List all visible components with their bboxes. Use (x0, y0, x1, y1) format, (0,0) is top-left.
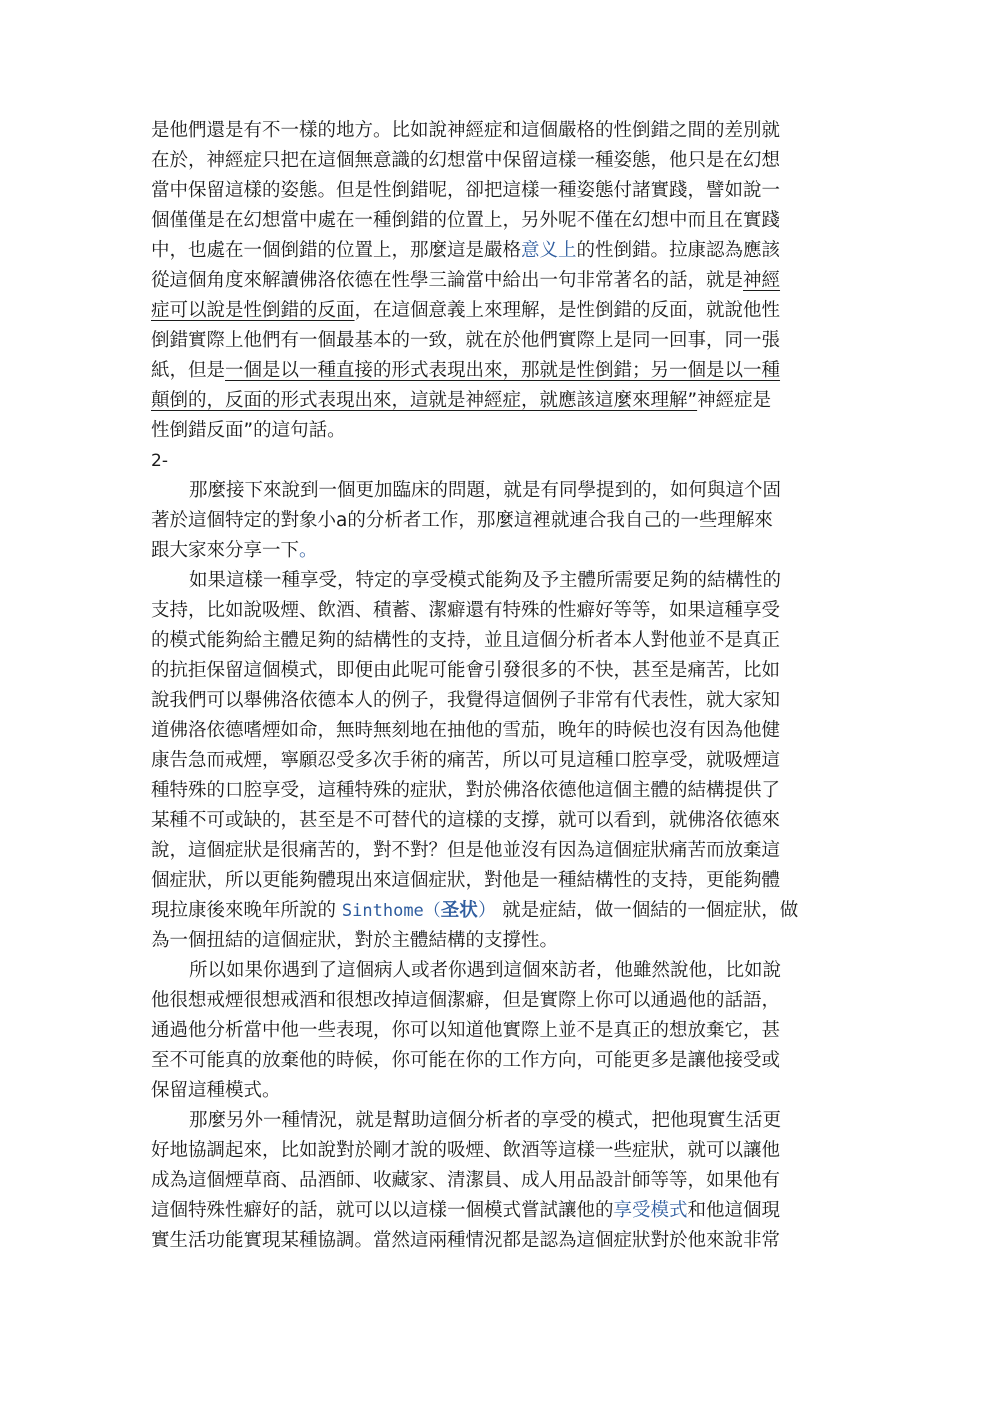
text-line: 性倒錯反面”的這句話。 (151, 420, 346, 441)
text-line: 倒錯實際上他們有一個最基本的一致，就在於他們實際上是同一回事，同一張 (151, 330, 781, 351)
text-line (151, 536, 841, 566)
text-line: 某種不可或缺的，甚至是不可替代的這樣的支撐，就可以看到，就佛洛依德來 (151, 810, 781, 831)
text-run: ，在這個意義上來理解，是性倒錯的反面，就說他性 (354, 300, 781, 321)
document-body (151, 116, 841, 1256)
text-line: 個僅僅是在幻想當中處在一種倒錯的位置上，另外呢不僅在幻想中而且在實踐 (151, 210, 781, 231)
highlighted-term: 享受模式 (613, 1200, 688, 1221)
text-line: 好地協調起來，比如說對於剛才說的吸煙、飲酒等這樣一些症狀，就可以讓他 (151, 1140, 781, 1161)
text-run: 這個特殊性癖好的話，就可以以這樣一個模式嘗試讓他的 (151, 1200, 614, 1221)
text-line: 說，這個症狀是很痛苦的，對不對？但是他並沒有因為這個症狀痛苦而放棄這 (151, 840, 781, 861)
paragraph-patient (151, 956, 841, 1106)
text-line (151, 236, 841, 266)
sinthome-term: Sinthome（ (341, 901, 441, 921)
text-line (151, 296, 841, 326)
section-number: 2- (151, 451, 168, 471)
text-line: 保留這種模式。 (151, 1080, 281, 1101)
underlined-quote: 神經 (743, 270, 781, 291)
text-line: 支持，比如說吸煙、飲酒、積蓄、潔癖還有特殊的性癖好等等，如果這種享受 (151, 600, 781, 621)
text-line (151, 386, 841, 416)
text-line: 康告急而戒煙，寧願忍受多次手術的痛苦，所以可見這種口腔享受，就吸煙這 (151, 750, 781, 771)
punctuation: 。 (299, 540, 318, 561)
text-line: 他很想戒煙很想戒酒和很想改掉這個潔癖，但是實際上你可以通過他的話語， (151, 990, 781, 1011)
highlighted-term: 意义上 (521, 240, 577, 261)
punctuation: ） (477, 900, 497, 921)
underlined-passage: 一個是以一種直接的形式表現出來，那就是性倒錯；另一個是以一種 (225, 360, 781, 381)
text-line: 那麼接下來說到一個更加臨床的問題，就是有同學提到的，如何與這个固 (189, 480, 782, 501)
text-run: 神經症是 (697, 390, 772, 411)
paragraph-continuation (151, 116, 841, 446)
text-line: 通過他分析當中他一些表現，你可以知道他實際上並不是真正的想放棄它，甚 (151, 1020, 781, 1041)
text-run: 跟大家來分享一下 (151, 540, 300, 561)
paragraph-other-case (151, 1106, 841, 1256)
text-run: 中，也處在一個倒錯的位置上，那麼這是嚴格 (151, 240, 522, 261)
underlined-quote: 症可以說是性倒錯的反面 (151, 300, 355, 321)
text-line: 種特殊的口腔享受，這種特殊的症狀，對於佛洛依德他這個主體的結構提供了 (151, 780, 781, 801)
text-line (151, 1196, 841, 1226)
text-line: 所以如果你遇到了這個病人或者你遇到這個來訪者，他雖然說他，比如說 (189, 960, 782, 981)
text-line: 在於，神經症只把在這個無意識的幻想當中保留這樣一種姿態，他只是在幻想 (151, 150, 781, 171)
text-line: 的模式能夠給主體足夠的結構性的支持，並且這個分析者本人對他並不是真正 (151, 630, 781, 651)
underlined-passage: 顛倒的，反面的形式表現出來，這就是神經症，就應該這麼來理解” (151, 390, 698, 411)
sinthome-translation: 圣状 (440, 900, 478, 921)
text-line (151, 896, 841, 926)
text-line: 實生活功能實現某種協調。當然這兩種情況都是認為這個症狀對於他來說非常 (151, 1230, 781, 1251)
paragraph-intro (151, 476, 841, 566)
paragraph-enjoyment (151, 566, 841, 956)
text-run: 的性倒錯。拉康認為應該 (576, 240, 781, 261)
text-run: 現拉康後來晚年所說的 (151, 900, 337, 921)
text-run: 從這個角度來解讀佛洛依德在性學三論當中給出一句非常著名的話，就是 (151, 270, 744, 291)
text-run: 就是症結，做一個結的一個症狀，做 (502, 900, 799, 921)
text-line (151, 266, 841, 296)
text-line: 著於這個特定的對象小a的分析者工作，那麼這裡就連合我自己的一些理解來 (151, 510, 773, 531)
text-line: 是他們還是有不一樣的地方。比如說神經症和這個嚴格的性倒錯之間的差別就 (151, 120, 781, 141)
text-line (151, 356, 841, 386)
text-line: 當中保留這樣的姿態。但是性倒錯呢，卻把這樣一種姿態付諸實踐，譬如說一 (151, 180, 781, 201)
text-run: 和他這個現 (687, 1200, 781, 1221)
text-line: 說我們可以舉佛洛依德本人的例子，我覺得這個例子非常有代表性，就大家知 (151, 690, 781, 711)
text-line: 至不可能真的放棄他的時候，你可能在你的工作方向，可能更多是讓他接受或 (151, 1050, 781, 1071)
text-line: 的抗拒保留這個模式，即便由此呢可能會引發很多的不快，甚至是痛苦，比如 (151, 660, 781, 681)
text-run: 紙，但是 (151, 360, 226, 381)
text-line: 道佛洛依德嗜煙如命，無時無刻地在抽他的雪茄，晚年的時候也沒有因為他健 (151, 720, 781, 741)
text-line: 如果這樣一種享受，特定的享受模式能夠及予主體所需要足夠的結構性的 (189, 570, 782, 591)
text-line: 成為這個煙草商、品酒師、收藏家、清潔員、成人用品設計師等等，如果他有 (151, 1170, 781, 1191)
text-line: 個症狀，所以更能夠體現出來這個症狀，對他是一種結構性的支持，更能夠體 (151, 870, 781, 891)
text-line: 為一個扭結的這個症狀，對於主體結構的支撐性。 (151, 930, 559, 951)
text-line: 那麼另外一種情況，就是幫助這個分析者的享受的模式，把他現實生活更 (189, 1110, 782, 1131)
